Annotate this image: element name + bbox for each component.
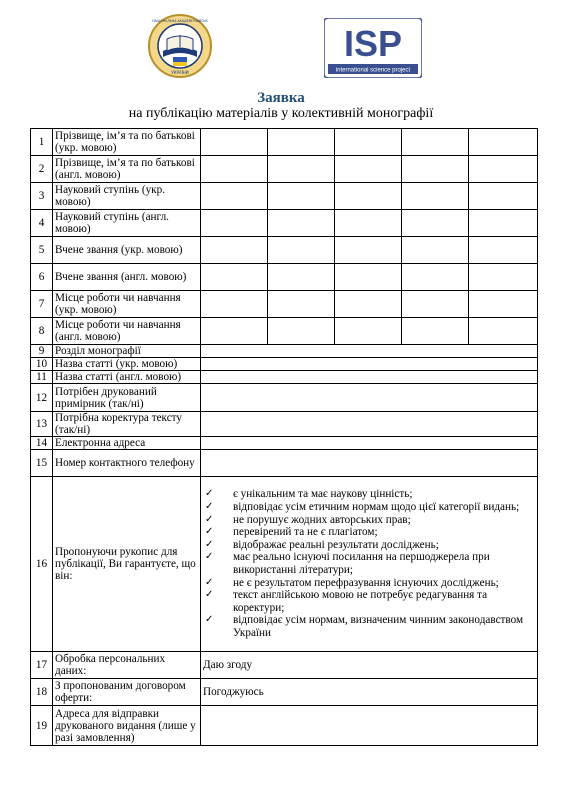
form-row (31, 318, 538, 345)
row-label: Назва статті (укр. мовою) (53, 358, 201, 371)
answer-cell[interactable] (201, 210, 268, 237)
row-number: 10 (31, 358, 53, 371)
answer-cell[interactable] (335, 264, 402, 291)
row-number: 11 (31, 371, 53, 384)
answer-cell[interactable] (268, 237, 335, 264)
row-label: Розділ монографії (53, 345, 201, 358)
answer-cell[interactable] (268, 318, 335, 345)
answer-cell[interactable] (335, 156, 402, 183)
form-row (31, 264, 538, 291)
row-number: 1 (31, 129, 53, 156)
row-number: 14 (31, 437, 53, 450)
row-label: Адреса для відправки друкованого видання (лише у разі замовлення) (53, 706, 201, 746)
row-label: Обробка персональних даних: (53, 652, 201, 679)
answer-cell[interactable] (402, 129, 469, 156)
form-row (31, 384, 538, 412)
answer-cell[interactable] (268, 264, 335, 291)
guarantees-cell (201, 477, 538, 652)
answer-cell[interactable] (268, 210, 335, 237)
isp-logo-tagline: international science project (335, 67, 411, 74)
page-subtitle: на публікацію матеріалів у колективній монографії (128, 106, 434, 121)
answer-cell[interactable] (335, 210, 402, 237)
answer-cell[interactable] (201, 183, 268, 210)
row-label: Науковий ступінь (укр. мовою) (53, 183, 201, 210)
form-row (31, 183, 538, 210)
academy-logo (147, 13, 213, 79)
row-label: Вчене звання (укр. мовою) (53, 237, 201, 264)
row-label: Науковий ступінь (англ. мовою) (53, 210, 201, 237)
answer-cell[interactable] (268, 156, 335, 183)
guarantee-item: ✓ відповідає усім нормам, визначеним чинним законодавством України (221, 614, 535, 639)
row-number: 6 (31, 264, 53, 291)
row-number: 4 (31, 210, 53, 237)
answer-cell[interactable] (201, 450, 538, 477)
guarantee-item: ✓ не є результатом перефразування існуючих досліджень; (221, 577, 535, 590)
form-row (31, 652, 538, 679)
row-number: 9 (31, 345, 53, 358)
answer-cell[interactable] (469, 237, 538, 264)
answer-cell[interactable] (402, 318, 469, 345)
row-label: Назва статті (англ. мовою) (53, 371, 201, 384)
answer-cell[interactable] (201, 318, 268, 345)
answer-cell[interactable] (335, 183, 402, 210)
form-row (31, 450, 538, 477)
answer-cell[interactable] (201, 156, 268, 183)
form-row (31, 412, 538, 437)
guarantee-item: ✓ не порушує жодних авторських прав; (221, 514, 535, 527)
answer-cell[interactable] (201, 264, 268, 291)
answer-cell[interactable] (402, 264, 469, 291)
answer-cell[interactable] (268, 129, 335, 156)
answer-cell[interactable] (469, 129, 538, 156)
answer-cell[interactable] (335, 318, 402, 345)
agreement-answer[interactable]: Погоджуюсь (201, 679, 538, 706)
answer-cell[interactable] (201, 384, 538, 412)
row-number: 15 (31, 450, 53, 477)
guarantees-list (203, 488, 535, 639)
form-row (31, 477, 538, 652)
answer-cell[interactable] (469, 318, 538, 345)
row-label: Вчене звання (англ. мовою) (53, 264, 201, 291)
row-label: Електронна адреса (53, 437, 201, 450)
row-label: Прізвище, ім’я та по батькові (укр. мовою) (53, 129, 201, 156)
form-row (31, 679, 538, 706)
guarantee-item: ✓ є унікальним та має наукову цінність; (221, 488, 535, 501)
guarantee-item: ✓ текст англійською мовою не потребує редагування та коректури; (221, 589, 535, 614)
answer-cell[interactable] (201, 237, 268, 264)
row-label: Номер контактного телефону (53, 450, 201, 477)
answer-cell[interactable] (469, 291, 538, 318)
answer-cell[interactable] (201, 437, 538, 450)
academy-logo-text-bottom: УКРАЇНИ (171, 70, 189, 75)
answer-cell[interactable] (201, 358, 538, 371)
row-label: Пропонуючи рукопис для публікації, Ви гарантуєте, що він: (53, 477, 201, 652)
answer-cell[interactable] (402, 156, 469, 183)
form-row (31, 437, 538, 450)
row-number: 3 (31, 183, 53, 210)
answer-cell[interactable] (402, 291, 469, 318)
row-label: Місце роботи чи навчання (англ. мовою) (53, 318, 201, 345)
row-label: З пропонованим договором оферти: (53, 679, 201, 706)
row-number: 17 (31, 652, 53, 679)
row-number: 13 (31, 412, 53, 437)
row-label: Прізвище, ім’я та по батькові (англ. мовою) (53, 156, 201, 183)
guarantee-item: ✓ перевірений та не є плагіатом; (221, 526, 535, 539)
row-number: 7 (31, 291, 53, 318)
answer-cell[interactable] (402, 210, 469, 237)
answer-cell[interactable] (469, 210, 538, 237)
row-number: 8 (31, 318, 53, 345)
answer-cell[interactable] (469, 264, 538, 291)
application-form-table (30, 128, 538, 746)
row-label: Потрібен друкований примірник (так/ні) (53, 384, 201, 412)
answer-cell[interactable] (201, 345, 538, 358)
answer-cell[interactable] (469, 183, 538, 210)
answer-cell[interactable] (402, 183, 469, 210)
row-number: 12 (31, 384, 53, 412)
answer-cell[interactable] (335, 129, 402, 156)
academy-logo-text: НАЦІОНАЛЬНА АКАДЕМІЯ ВІЙСЬК (152, 19, 208, 23)
form-row (31, 291, 538, 318)
guarantee-item: ✓ відповідає усім етичним нормам щодо цієї категорії видань; (221, 501, 535, 514)
form-row (31, 345, 538, 358)
form-row (31, 371, 538, 384)
isp-logo (324, 18, 422, 78)
form-row (31, 129, 538, 156)
answer-cell[interactable] (469, 156, 538, 183)
consent-answer[interactable]: Даю згоду (201, 652, 538, 679)
row-number: 19 (31, 706, 53, 746)
row-label: Потрібна коректура тексту (так/ні) (53, 412, 201, 437)
row-label: Місце роботи чи навчання (укр. мовою) (53, 291, 201, 318)
guarantee-item: ✓ відображає реальні результати досліджень; (221, 539, 535, 552)
answer-cell[interactable] (201, 371, 538, 384)
form-row (31, 156, 538, 183)
answer-cell[interactable] (335, 237, 402, 264)
row-number: 18 (31, 679, 53, 706)
form-row (31, 237, 538, 264)
row-number: 16 (31, 477, 53, 652)
isp-logo-name: ISP (343, 23, 403, 64)
form-row (31, 706, 538, 746)
answer-cell[interactable] (201, 412, 538, 437)
guarantee-item: ✓ має реально існуючі посилання на першоджерела при використанні літератури; (221, 551, 535, 576)
form-row (31, 210, 538, 237)
answer-cell[interactable] (201, 706, 538, 746)
answer-cell[interactable] (268, 291, 335, 318)
answer-cell[interactable] (268, 183, 335, 210)
row-number: 5 (31, 237, 53, 264)
answer-cell[interactable] (402, 237, 469, 264)
form-row (31, 358, 538, 371)
row-number: 2 (31, 156, 53, 183)
answer-cell[interactable] (201, 129, 268, 156)
answer-cell[interactable] (335, 291, 402, 318)
page-title: Заявка (257, 90, 305, 106)
answer-cell[interactable] (201, 291, 268, 318)
